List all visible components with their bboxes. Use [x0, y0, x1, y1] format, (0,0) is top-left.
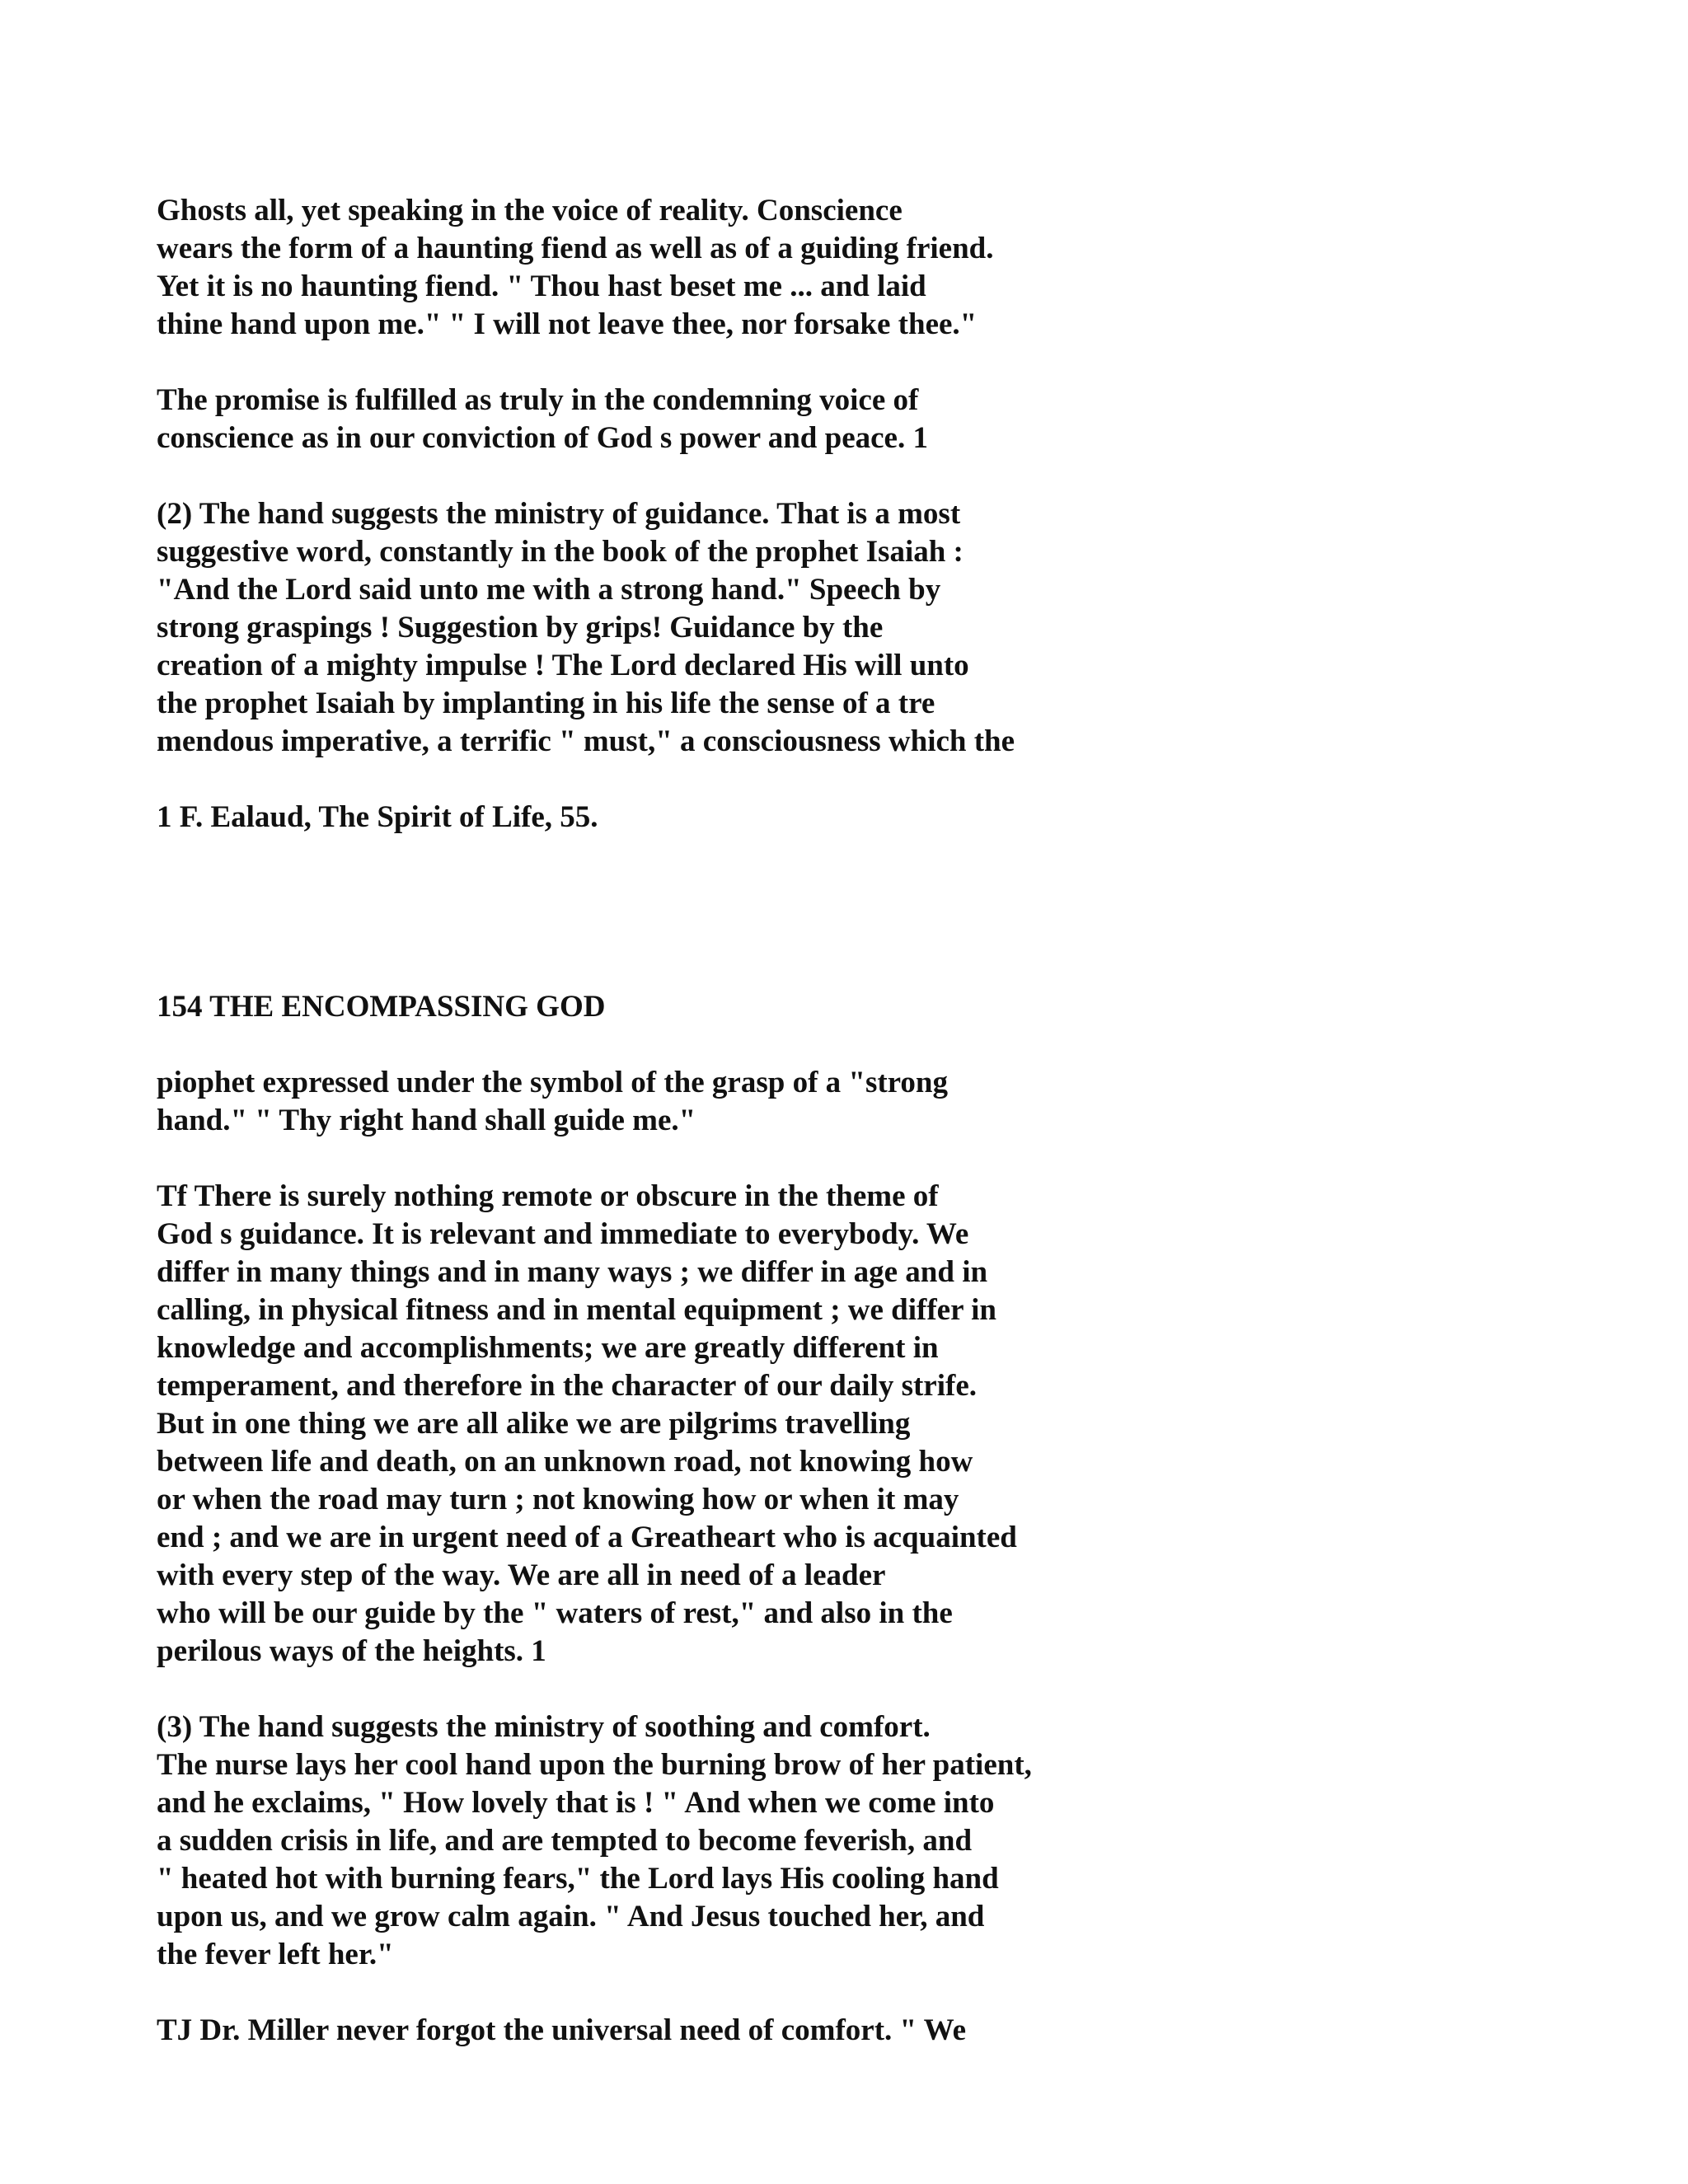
- paragraph-miller: [157, 2012, 1640, 2050]
- text-line: with every step of the way. We are all in need of a leader: [157, 1558, 886, 1592]
- text-line: Yet it is no haunting fiend. " Thou hast beset me ... and laid: [157, 269, 926, 303]
- text-line: " heated hot with burning fears," the Lord lays His cooling hand: [157, 1862, 999, 1896]
- text-line: TJ Dr. Miller never forgot the universal need of comfort. " We: [157, 2013, 967, 2047]
- paragraph-promise: [157, 382, 1640, 457]
- text-line: calling, in physical fitness and in mental equipment ; we differ in: [157, 1293, 996, 1327]
- paragraph-remote: [157, 1178, 1640, 1671]
- text-line: creation of a mighty impulse ! The Lord declared His will unto: [157, 649, 969, 682]
- running-header-text: 154 THE ENCOMPASSING GOD: [157, 990, 606, 1024]
- text-line: between life and death, on an unknown road, not knowing how: [157, 1445, 973, 1479]
- text-line: perilous ways of the heights. 1: [157, 1634, 546, 1668]
- text-line: and he exclaims, " How lovely that is ! " And when we come into: [157, 1786, 995, 1820]
- text-line: mendous imperative, a terrific " must," a consciousness which the: [157, 724, 1015, 758]
- text-line: a sudden crisis in life, and are tempted to become feverish, and: [157, 1824, 973, 1858]
- paragraph-prophet: [157, 1064, 1640, 1140]
- text-line: (2) The hand suggests the ministry of guidance. That is a most: [157, 497, 961, 531]
- footnote-text: 1 F. Ealaud, The Spirit of Life, 55.: [157, 800, 598, 834]
- running-header: [157, 988, 1640, 1026]
- text-line: end ; and we are in urgent need of a Greatheart who is acquainted: [157, 1521, 1017, 1554]
- text-line: Tf There is surely nothing remote or obscure in the theme of: [157, 1179, 939, 1213]
- text-line: the fever left her.": [157, 1938, 394, 1971]
- text-line: The promise is fulfilled as truly in the condemning voice of: [157, 383, 919, 417]
- paragraph-guidance: [157, 495, 1640, 761]
- text-line: the prophet Isaiah by implanting in his life the sense of a tre: [157, 687, 935, 720]
- paragraph-ghosts: [157, 192, 1640, 344]
- text-line: (3) The hand suggests the ministry of soothing and comfort.: [157, 1710, 931, 1744]
- text-line: But in one thing we are all alike we are pilgrims travelling: [157, 1407, 911, 1441]
- text-line: "And the Lord said unto me with a strong hand." Speech by: [157, 573, 941, 607]
- paragraph-comfort: [157, 1708, 1640, 1974]
- text-line: differ in many things and in many ways ; we differ in age and in: [157, 1255, 988, 1289]
- text-line: God s guidance. It is relevant and immediate to everybody. We: [157, 1217, 969, 1251]
- text-line: thine hand upon me." " I will not leave thee, nor forsake thee.": [157, 307, 978, 341]
- text-line: hand." " Thy right hand shall guide me.": [157, 1104, 696, 1137]
- text-line: knowledge and accomplishments; we are greatly different in: [157, 1331, 939, 1365]
- text-line: conscience as in our conviction of God s power and peace. 1: [157, 421, 928, 455]
- text-line: suggestive word, constantly in the book of the prophet Isaiah :: [157, 535, 964, 569]
- text-line: or when the road may turn ; not knowing how or when it may: [157, 1483, 959, 1516]
- text-line: wears the form of a haunting fiend as well as of a guiding friend.: [157, 232, 994, 265]
- text-line: The nurse lays her cool hand upon the burning brow of her patient,: [157, 1748, 1032, 1782]
- text-line: upon us, and we grow calm again. " And Jesus touched her, and: [157, 1900, 985, 1933]
- text-line: strong graspings ! Suggestion by grips! Guidance by the: [157, 611, 884, 644]
- text-line: temperament, and therefore in the character of our daily strife.: [157, 1369, 978, 1403]
- text-line: who will be our guide by the " waters of rest," and also in the: [157, 1596, 953, 1630]
- text-block: [157, 192, 1640, 2088]
- footnote: [157, 799, 1640, 837]
- text-line: piophet expressed under the symbol of the grasp of a "strong: [157, 1066, 948, 1099]
- page-break-gap: [157, 874, 1640, 988]
- text-line: Ghosts all, yet speaking in the voice of reality. Conscience: [157, 194, 903, 227]
